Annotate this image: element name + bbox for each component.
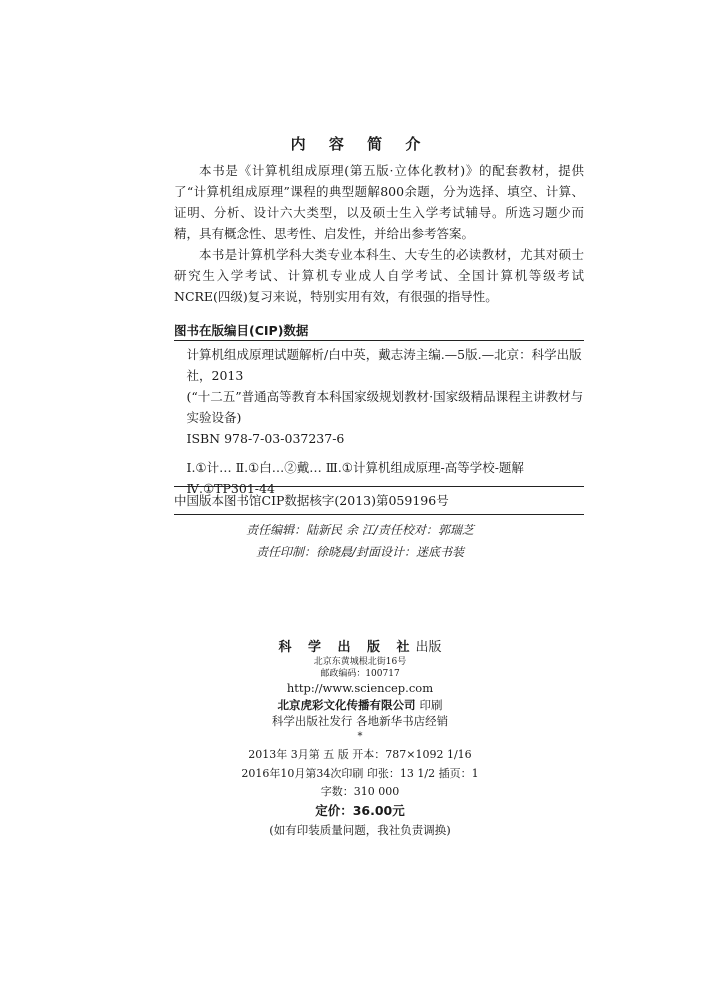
publisher-name-suffix: 出版 <box>415 640 442 655</box>
cip-divider <box>174 486 584 487</box>
cip-heading: 图书在版编目(CIP)数据 <box>174 323 309 338</box>
distribution-line: 科学出版社发行 各地新华书店经销 <box>271 714 449 728</box>
price-line: 定价：36.00元 <box>315 803 405 818</box>
printer-name: 北京虎彩文化传播有限公司 <box>277 698 416 712</box>
staff-print: 责任印制：徐晓晨/封面设计：迷底书装 <box>255 545 465 559</box>
publisher-url: http://www.sciencep.com <box>286 681 434 695</box>
cip-block <box>174 344 584 499</box>
cip-divider <box>174 514 584 515</box>
publisher-postcode: 邮政编码：100717 <box>320 669 400 679</box>
word-count: 字数：310 000 <box>320 785 400 798</box>
publisher-name-text: 科 学 出 版 社 <box>278 640 416 655</box>
cip-divider <box>174 340 584 341</box>
intro-paragraph: 本书是《计算机组成原理(第五版·立体化教材)》的配套教材，提供了“计算机组成原理”课程的典型题解800余题，分为选择、填空、计算、证明、分析、设计六大类型，以及硕士生入学考试辅导。所选习题少而精，具有概念性、思考性、启发性，并给出参考答案。 <box>174 163 584 241</box>
notice-line: (如有印装质量问题，我社负责调换) <box>269 823 451 837</box>
cip-isbn: ISBN 978-7-03-037237-6 <box>186 431 345 446</box>
staff-block <box>0 519 720 563</box>
intro-body <box>174 160 584 307</box>
intro-paragraph: 本书是计算机学科大类专业本科生、大专生的必读教材，尤其对硕士研究生入学考试、计算机专业成人自学考试、全国计算机等级考试NCRE(四级)复习来说，特别实用有效，有很强的指导性。 <box>174 247 584 304</box>
publisher-address: 北京东黄城根北街16号 <box>313 657 407 667</box>
cip-classification: Ⅰ.①计… Ⅱ.①白…②戴… Ⅲ.①计算机组成原理-高等学校-题解 Ⅳ.①TP301-44 <box>186 460 524 496</box>
publisher-name <box>0 636 720 655</box>
staff-editors: 责任编辑：陆新民 余 江/责任校对：郭瑞芝 <box>246 523 474 537</box>
cip-entry: 计算机组成原理试题解析/白中英，戴志涛主编.—5版.—北京：科学出版社，2013 <box>186 347 582 383</box>
printer-suffix: 印刷 <box>419 698 443 712</box>
intro-title: 内 容 简 介 <box>290 135 430 153</box>
edition-line: 2013年 3月第 五 版 开本：787×1092 1/16 <box>248 748 472 761</box>
cip-catalog: 中国版本图书馆CIP数据核字(2013)第059196号 <box>174 493 449 508</box>
separator-star: * <box>357 731 363 742</box>
impression-line: 2016年10月第34次印刷 印张：13 1/2 插页：1 <box>241 767 479 780</box>
cip-series: (“十二五”普通高等教育本科国家级规划教材·国家级精品课程主讲教材与实验设备) <box>186 389 584 425</box>
